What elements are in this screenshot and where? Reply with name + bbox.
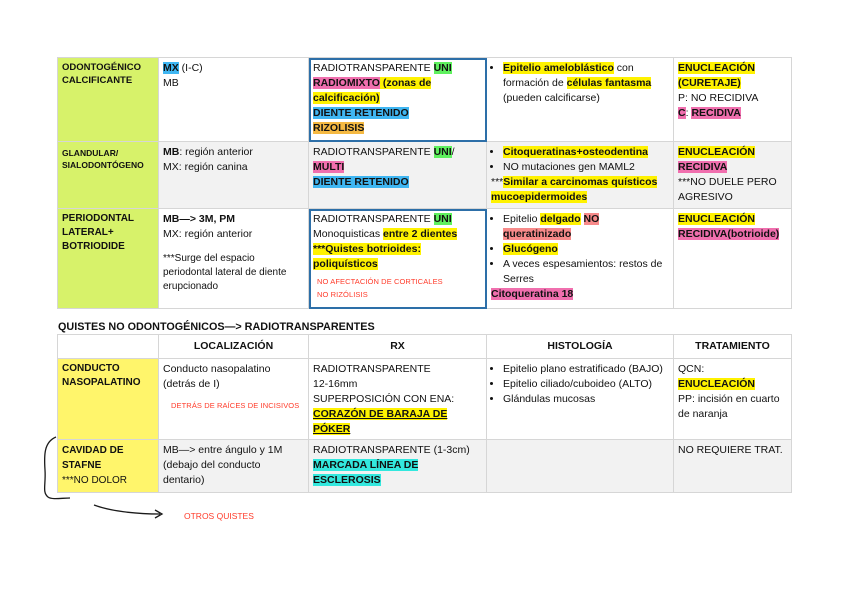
col-header-rx: RX — [309, 335, 487, 359]
row-name-calcificante: ODONTOGÉNICO CALCIFICANTE — [58, 58, 159, 142]
localization-cell: MX (I-C) MB — [159, 58, 309, 142]
histology-cell: • Epitelio ameloblástico con formación de células fantasma (pueden calcificarse) — [487, 58, 674, 142]
treatment-cell: ENUCLEACIÓN RECIDIVA(botrioide) — [674, 209, 792, 309]
row-name-periodontal: PERIODONTAL LATERAL+ BOTRIODIDE — [58, 209, 159, 309]
rx-cell: RADIOTRANSPARENTE UNI RADIOMIXTO (zonas de calcificación) DIENTE RETENIDO RIZOLISIS — [309, 58, 487, 142]
other-cysts-label: OTROS QUISTES — [184, 511, 254, 521]
treatment-cell: ENUCLEACIÓN RECIDIVA ***NO DUELE PERO AGRESIVO — [674, 142, 792, 209]
col-header-localizacion: LOCALIZACIÓN — [159, 335, 309, 359]
treatment-cell: QCN: ENUCLEACIÓN PP: incisión en cuarto de naranja — [674, 358, 792, 439]
treatment-cell: ENUCLEACIÓN (CURETAJE) P: NO RECIDIVA C: RECIDIVA — [674, 58, 792, 142]
table-row — [58, 209, 792, 309]
non-odontogenic-cysts-table — [57, 334, 792, 493]
histology-cell: • Epitelio delgado NO queratinizado • Glucógeno • A veces espesamientos: restos de Serres Citoqueratina 18 — [487, 209, 674, 309]
section-title: QUISTES NO ODONTOGÉNICOS—> RADIOTRANSPARENTES — [58, 321, 375, 333]
row-name-stafne: CAVIDAD DE STAFNE ***NO DOLOR — [58, 439, 159, 492]
row-name-nasopalatino: CONDUCTO NASOPALATINO — [58, 358, 159, 439]
col-header-histologia: HISTOLOGÍA — [487, 335, 674, 359]
table-row — [58, 58, 792, 142]
localization-cell: MB—> entre ángulo y 1M (debajo del conducto dentario) — [159, 439, 309, 492]
histology-cell — [487, 439, 674, 492]
localization-cell: MB: región anterior MX: región canina — [159, 142, 309, 209]
treatment-cell: NO REQUIERE TRAT. — [674, 439, 792, 492]
col-header-blank — [58, 335, 159, 359]
table-row — [58, 358, 792, 439]
histology-cell: • Citoqueratinas+osteodentina • NO mutaciones gen MAML2 ***Similar a carcinomas quísticos mucoepidermoides — [487, 142, 674, 209]
rx-cell: RADIOTRANSPARENTE UNI Monoquisticas entre 2 dientes ***Quistes botrioides: poliquísticos NO AFECTACIÓN DE CORTICALES NO RIZÓLISIS — [309, 209, 487, 309]
localization-cell: MB—> 3M, PM MX: región anterior ***Surge del espacio periodontal lateral de diente erupcionado — [159, 209, 309, 309]
table-row — [58, 142, 792, 209]
table-row — [58, 439, 792, 492]
row-name-glandular: GLANDULAR/ SIALODONTÓGENO — [58, 142, 159, 209]
rx-cell: RADIOTRANSPARENTE (1-3cm) MARCADA LÍNEA DE ESCLEROSIS — [309, 439, 487, 492]
rx-cell: RADIOTRANSPARENTE UNI/ MULTI DIENTE RETENIDO — [309, 142, 487, 209]
rx-cell: RADIOTRANSPARENTE 12-16mm SUPERPOSICIÓN CON ENA: CORAZÓN DE BARAJA DE PÓKER — [309, 358, 487, 439]
odontogenic-cysts-table — [57, 57, 792, 309]
col-header-tratamiento: TRATAMIENTO — [674, 335, 792, 359]
table-header-row — [58, 335, 792, 359]
histology-cell: • Epitelio plano estratificado (BAJO) • Epitelio ciliado/cuboideo (ALTO) • Glándulas mucosas — [487, 358, 674, 439]
localization-cell: Conducto nasopalatino (detrás de I) DETRÁS DE RAÍCES DE INCISIVOS — [159, 358, 309, 439]
